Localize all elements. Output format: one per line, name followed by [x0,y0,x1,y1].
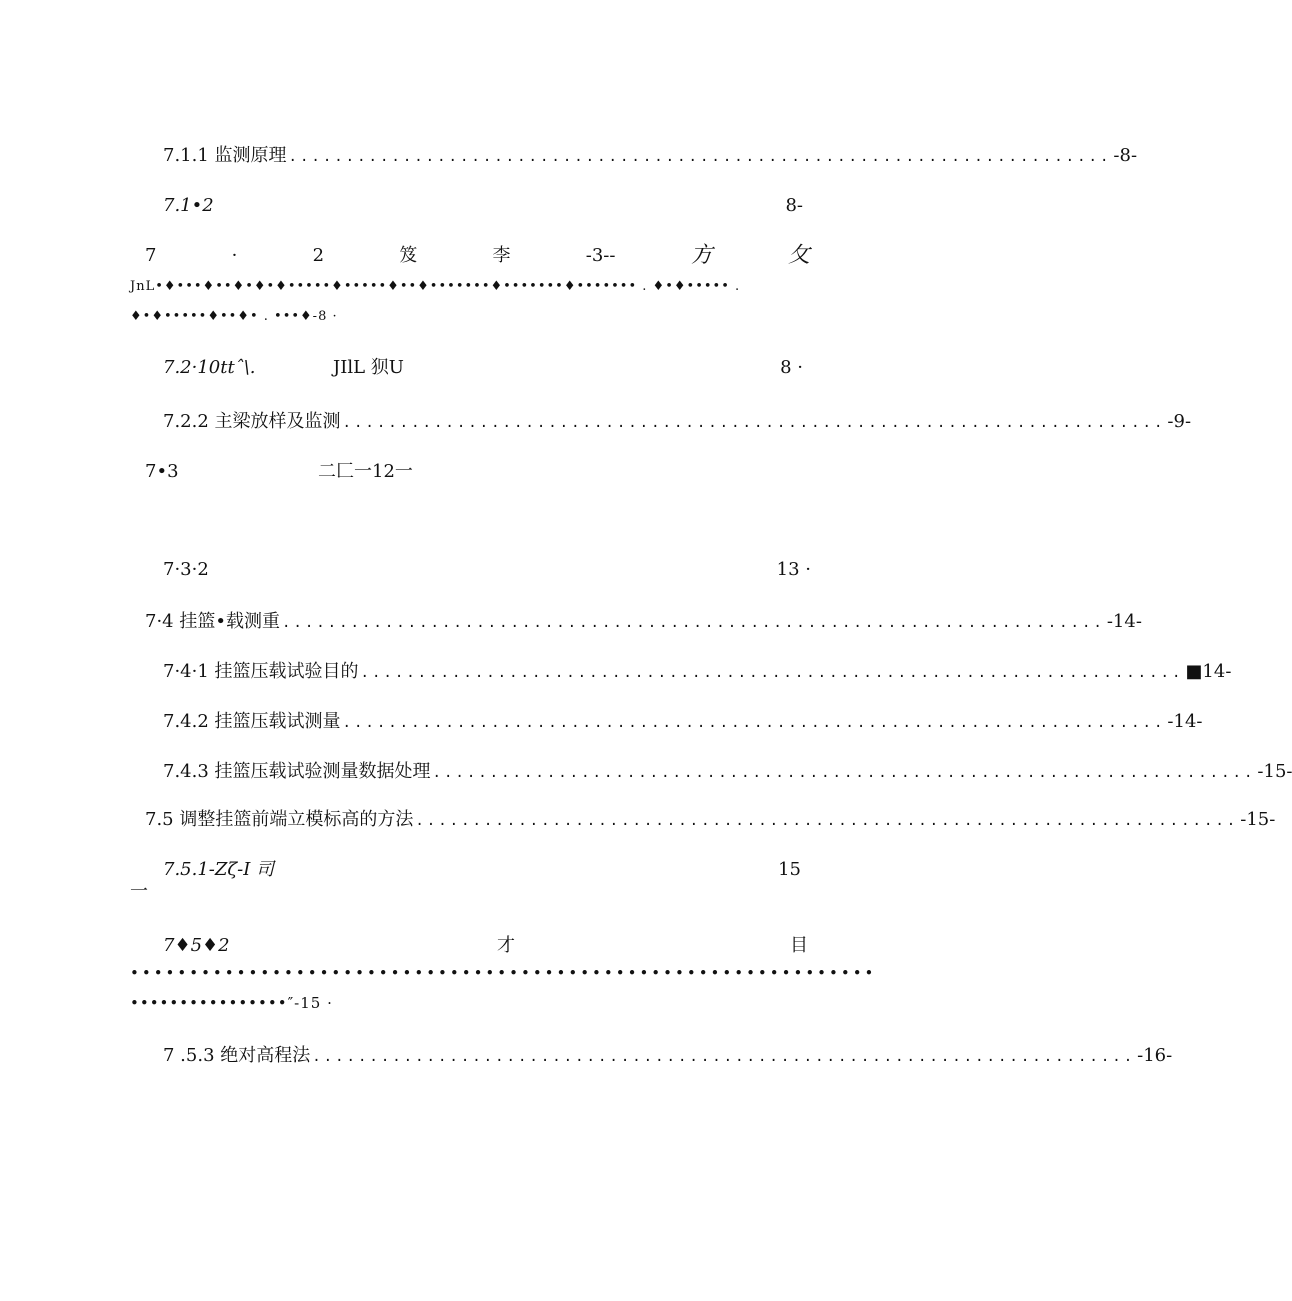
toc-mid-text: 才 [497,935,515,956]
toc-leader-dots: ........................................................................ [342,715,1166,731]
toc-entry-7-4-1[interactable] [163,660,1232,684]
toc-page-number: -14- [1106,611,1142,632]
toc-entry-7-4-2[interactable] [163,710,1203,734]
toc-label: 7·4 挂篮•载测重 [145,611,280,632]
toc-leader-dots: ........................................................................ [432,765,1256,781]
toc-garbled-line: JnL•♦•••♦••♦•♦•♦•••••♦•••••♦••♦•••••••♦•••••••♦••••••• . ♦•♦••••• . [130,279,746,294]
toc-garbled-line: ♦•♦•••••♦••♦• . •••♦-8 · [130,309,338,324]
toc-mid-text: JIlL 狈U [333,357,404,378]
toc-garbled-part: 攵 [787,243,810,268]
toc-entry-7-3[interactable]: 7•3 [145,461,179,482]
toc-garbled-part: 笈 [399,245,418,266]
toc-garbled-part: 7 [145,245,157,266]
toc-entry-7-3-2[interactable] [163,558,811,582]
toc-garbled-line: ••••••••••••••••″-15 · [130,994,333,1012]
toc-mid-text: 二匚一12一 [318,461,413,482]
toc-label: 7 .5.3 绝对高程法 [163,1045,311,1066]
toc-entry-7-1-1[interactable] [163,144,1138,168]
toc-garbled-part: 2 [312,245,325,266]
toc-label: 7·3·2 [163,559,209,580]
toc-garbled-part: 方 [690,243,713,268]
toc-page-number: 8- [785,195,803,216]
toc-garbled-line: ••••••••••••••••••••••••••••••••••••••••••••••••••••••••••••••• [130,964,877,982]
toc-right-text: 目 [790,935,808,956]
toc-entry-7-2-garbled[interactable] [145,244,810,268]
toc-page-number: 13 · [776,559,811,580]
toc-entry-7-4[interactable] [145,610,1142,634]
toc-label: 7.1•2 [163,195,214,216]
toc-label: 7.1.1 监测原理 [163,145,287,166]
toc-page-number: -14- [1167,711,1203,732]
toc-page-number: -8- [1113,145,1138,166]
toc-leader-dots: ........................................................................ [342,415,1166,431]
toc-page-number: -16- [1137,1045,1173,1066]
toc-entry-7-5[interactable] [145,808,1276,832]
toc-page-number: -15- [1257,761,1292,782]
toc-label: 7.4.3 挂篮压载试验测量数据处理 [163,761,431,782]
toc-page-number: 15 [778,859,801,880]
toc-label: 7·4·1 挂篮压载试验目的 [163,661,359,682]
toc-leader-dots: ........................................................................ [281,615,1105,631]
toc-garbled-part: -3-- [585,245,616,266]
toc-entry-7-1-2[interactable] [163,194,803,218]
toc-leader-dots: ........................................................................ [360,665,1184,681]
toc-leader-dots: ........................................................................ [312,1049,1136,1065]
toc-label: 7.2·10ttˆ\. [163,357,256,378]
toc-entry-7-5-3[interactable] [163,1044,1173,1068]
toc-garbled-part: 李 [492,245,511,266]
toc-entry-7-4-3[interactable] [163,760,1292,784]
toc-leader-dots: ........................................................................ [415,813,1239,829]
toc-entry-7-5-2[interactable]: 7♦5♦2 [163,935,230,956]
toc-leader-dots: ........................................................................ [288,149,1112,165]
toc-label: 7.2.2 主梁放样及监测 [163,411,341,432]
toc-entry-7-2-1[interactable] [163,356,803,380]
toc-label: 7.5.1-Zζ-I 司 [163,859,275,880]
toc-overflow-dash: 一 [130,881,148,902]
toc-label: 7.5 调整挂篮前端立模标高的方法 [145,809,414,830]
toc-page-number: -15- [1240,809,1276,830]
toc-page-number: ■14- [1185,661,1232,682]
toc-garbled-part: · [231,245,238,266]
toc-entry-7-5-1[interactable] [163,858,801,882]
toc-page-number: 8 · [780,357,803,378]
toc-label: 7.4.2 挂篮压载试测量 [163,711,341,732]
toc-page-number: -9- [1167,411,1192,432]
toc-entry-7-2-2[interactable] [163,410,1192,434]
